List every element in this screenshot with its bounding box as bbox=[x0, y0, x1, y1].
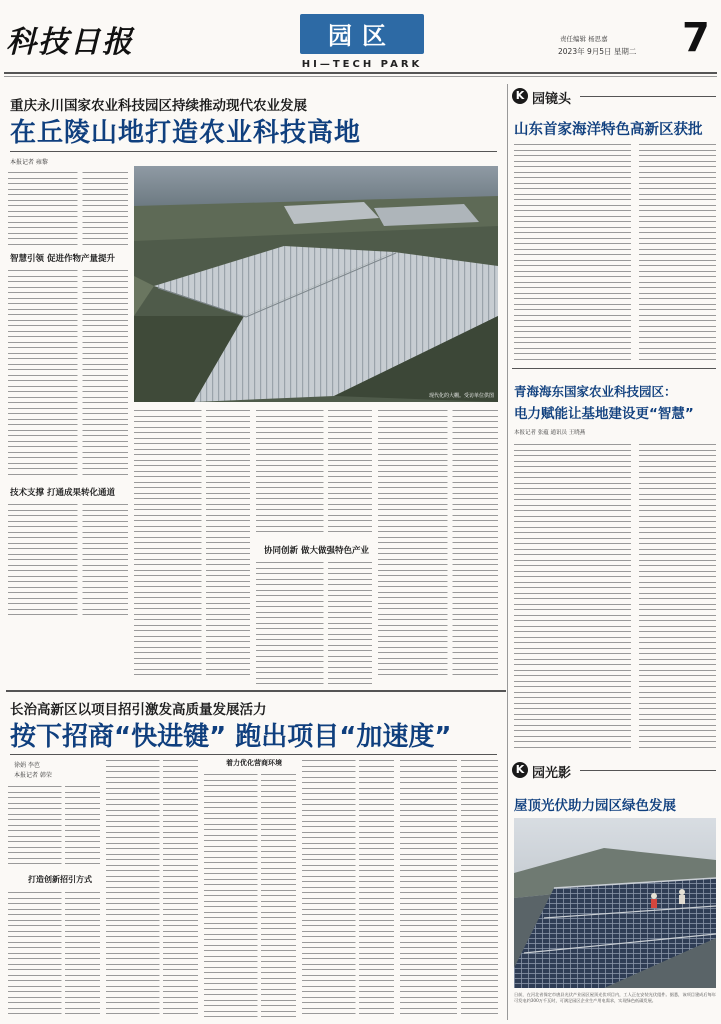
column-title-rule bbox=[580, 96, 716, 97]
body-text-col4 bbox=[302, 758, 394, 1022]
page-number: 7 bbox=[682, 15, 710, 61]
photo-caption: 现代化的大棚。受访单位供图 bbox=[428, 393, 494, 399]
article-body-text bbox=[514, 442, 716, 752]
photo-caption: 日前，在河北省保定市唐县光伏产业园区屋顶光伏项目内，工人正在安装光伏组件。据悉，该项目建成后每年可发电约300万千瓦时，可满足园区企业生产用电需求，实现绿色低碳发展。 bbox=[514, 992, 716, 1003]
body-text-col1b bbox=[8, 890, 100, 1022]
article-kicker: 重庆永川国家农业科技园区持续推动现代农业发展 bbox=[10, 98, 307, 114]
body-text-col2 bbox=[134, 408, 250, 688]
body-text-col3b bbox=[256, 560, 372, 688]
subhead-recruit: 打造创新招引方式 bbox=[28, 875, 92, 884]
subhead-innovation: 协同创新 做大做强特色产业 bbox=[264, 546, 369, 556]
article-kicker: 青海海东国家农业科技园区： bbox=[514, 384, 677, 399]
subhead-tech: 技术支撑 打通成果转化通道 bbox=[10, 488, 115, 498]
vertical-column-divider bbox=[507, 84, 508, 1020]
article-headline: 在丘陵山地打造农业科技高地 bbox=[10, 118, 362, 148]
column-title-rule bbox=[580, 770, 716, 771]
article-headline: 电力赋能让基地建设更“智慧” bbox=[514, 406, 694, 422]
column-garden-lens bbox=[510, 84, 718, 364]
body-text-col1b bbox=[8, 268, 128, 482]
body-text-col1c bbox=[8, 502, 128, 622]
newspaper-logo: 科技日报 bbox=[6, 25, 134, 60]
column-garden-photo bbox=[510, 758, 718, 1024]
byline: 本报记者 雍黎 bbox=[10, 159, 48, 166]
body-text-col1 bbox=[8, 170, 128, 248]
issue-date: 2023年 9月5日 星期二 bbox=[558, 47, 637, 56]
article-qinghai bbox=[510, 368, 718, 758]
section-tab bbox=[300, 14, 424, 54]
article-kicker: 长治高新区以项目招引激发高质量发展活力 bbox=[10, 702, 267, 718]
article-changzhi bbox=[0, 692, 505, 1024]
editor-credit: 责任编辑 杨思嘉 bbox=[560, 35, 608, 43]
column-title: 园镜头 bbox=[532, 92, 572, 107]
byline-reporter: 本报记者 韩荣 bbox=[14, 772, 52, 779]
column-headline: 山东首家海洋特色高新区获批 bbox=[514, 122, 703, 138]
byline-authors: 徐娟 李芭 bbox=[14, 762, 40, 769]
solar-panel-photo bbox=[514, 818, 716, 988]
headline-rule bbox=[10, 151, 497, 152]
subhead-environment: 着力优化营商环境 bbox=[226, 759, 282, 767]
subhead-smart: 智慧引领 促进作物产量提升 bbox=[10, 254, 115, 264]
column-title: 园光影 bbox=[532, 766, 572, 781]
byline: 本报记者 张蕴 通讯员 王晓燕 bbox=[514, 430, 586, 436]
column-badge-icon: K bbox=[512, 762, 528, 778]
masthead bbox=[0, 0, 721, 86]
headline-rule bbox=[10, 754, 497, 755]
body-text-col4 bbox=[378, 408, 498, 688]
greenhouse-photo bbox=[134, 166, 498, 402]
section-english: HI—TECH PARK bbox=[301, 59, 423, 70]
column-body-text bbox=[514, 142, 716, 364]
article-yongchuan bbox=[0, 86, 505, 686]
column-headline: 屋顶光伏助力园区绿色发展 bbox=[514, 798, 676, 814]
article-headline: 按下招商“快进键” 跑出项目“加速度” bbox=[10, 722, 452, 752]
column-badge-icon: K bbox=[512, 88, 528, 104]
body-text-col3 bbox=[204, 772, 296, 1022]
masthead-rule-thin bbox=[4, 76, 717, 77]
masthead-rule bbox=[4, 72, 717, 74]
body-text-col3 bbox=[256, 408, 372, 536]
body-text-col2 bbox=[106, 758, 198, 1022]
body-text-col5 bbox=[400, 758, 498, 1022]
body-text-col1 bbox=[8, 784, 100, 870]
section-name: 园区 bbox=[328, 22, 396, 50]
